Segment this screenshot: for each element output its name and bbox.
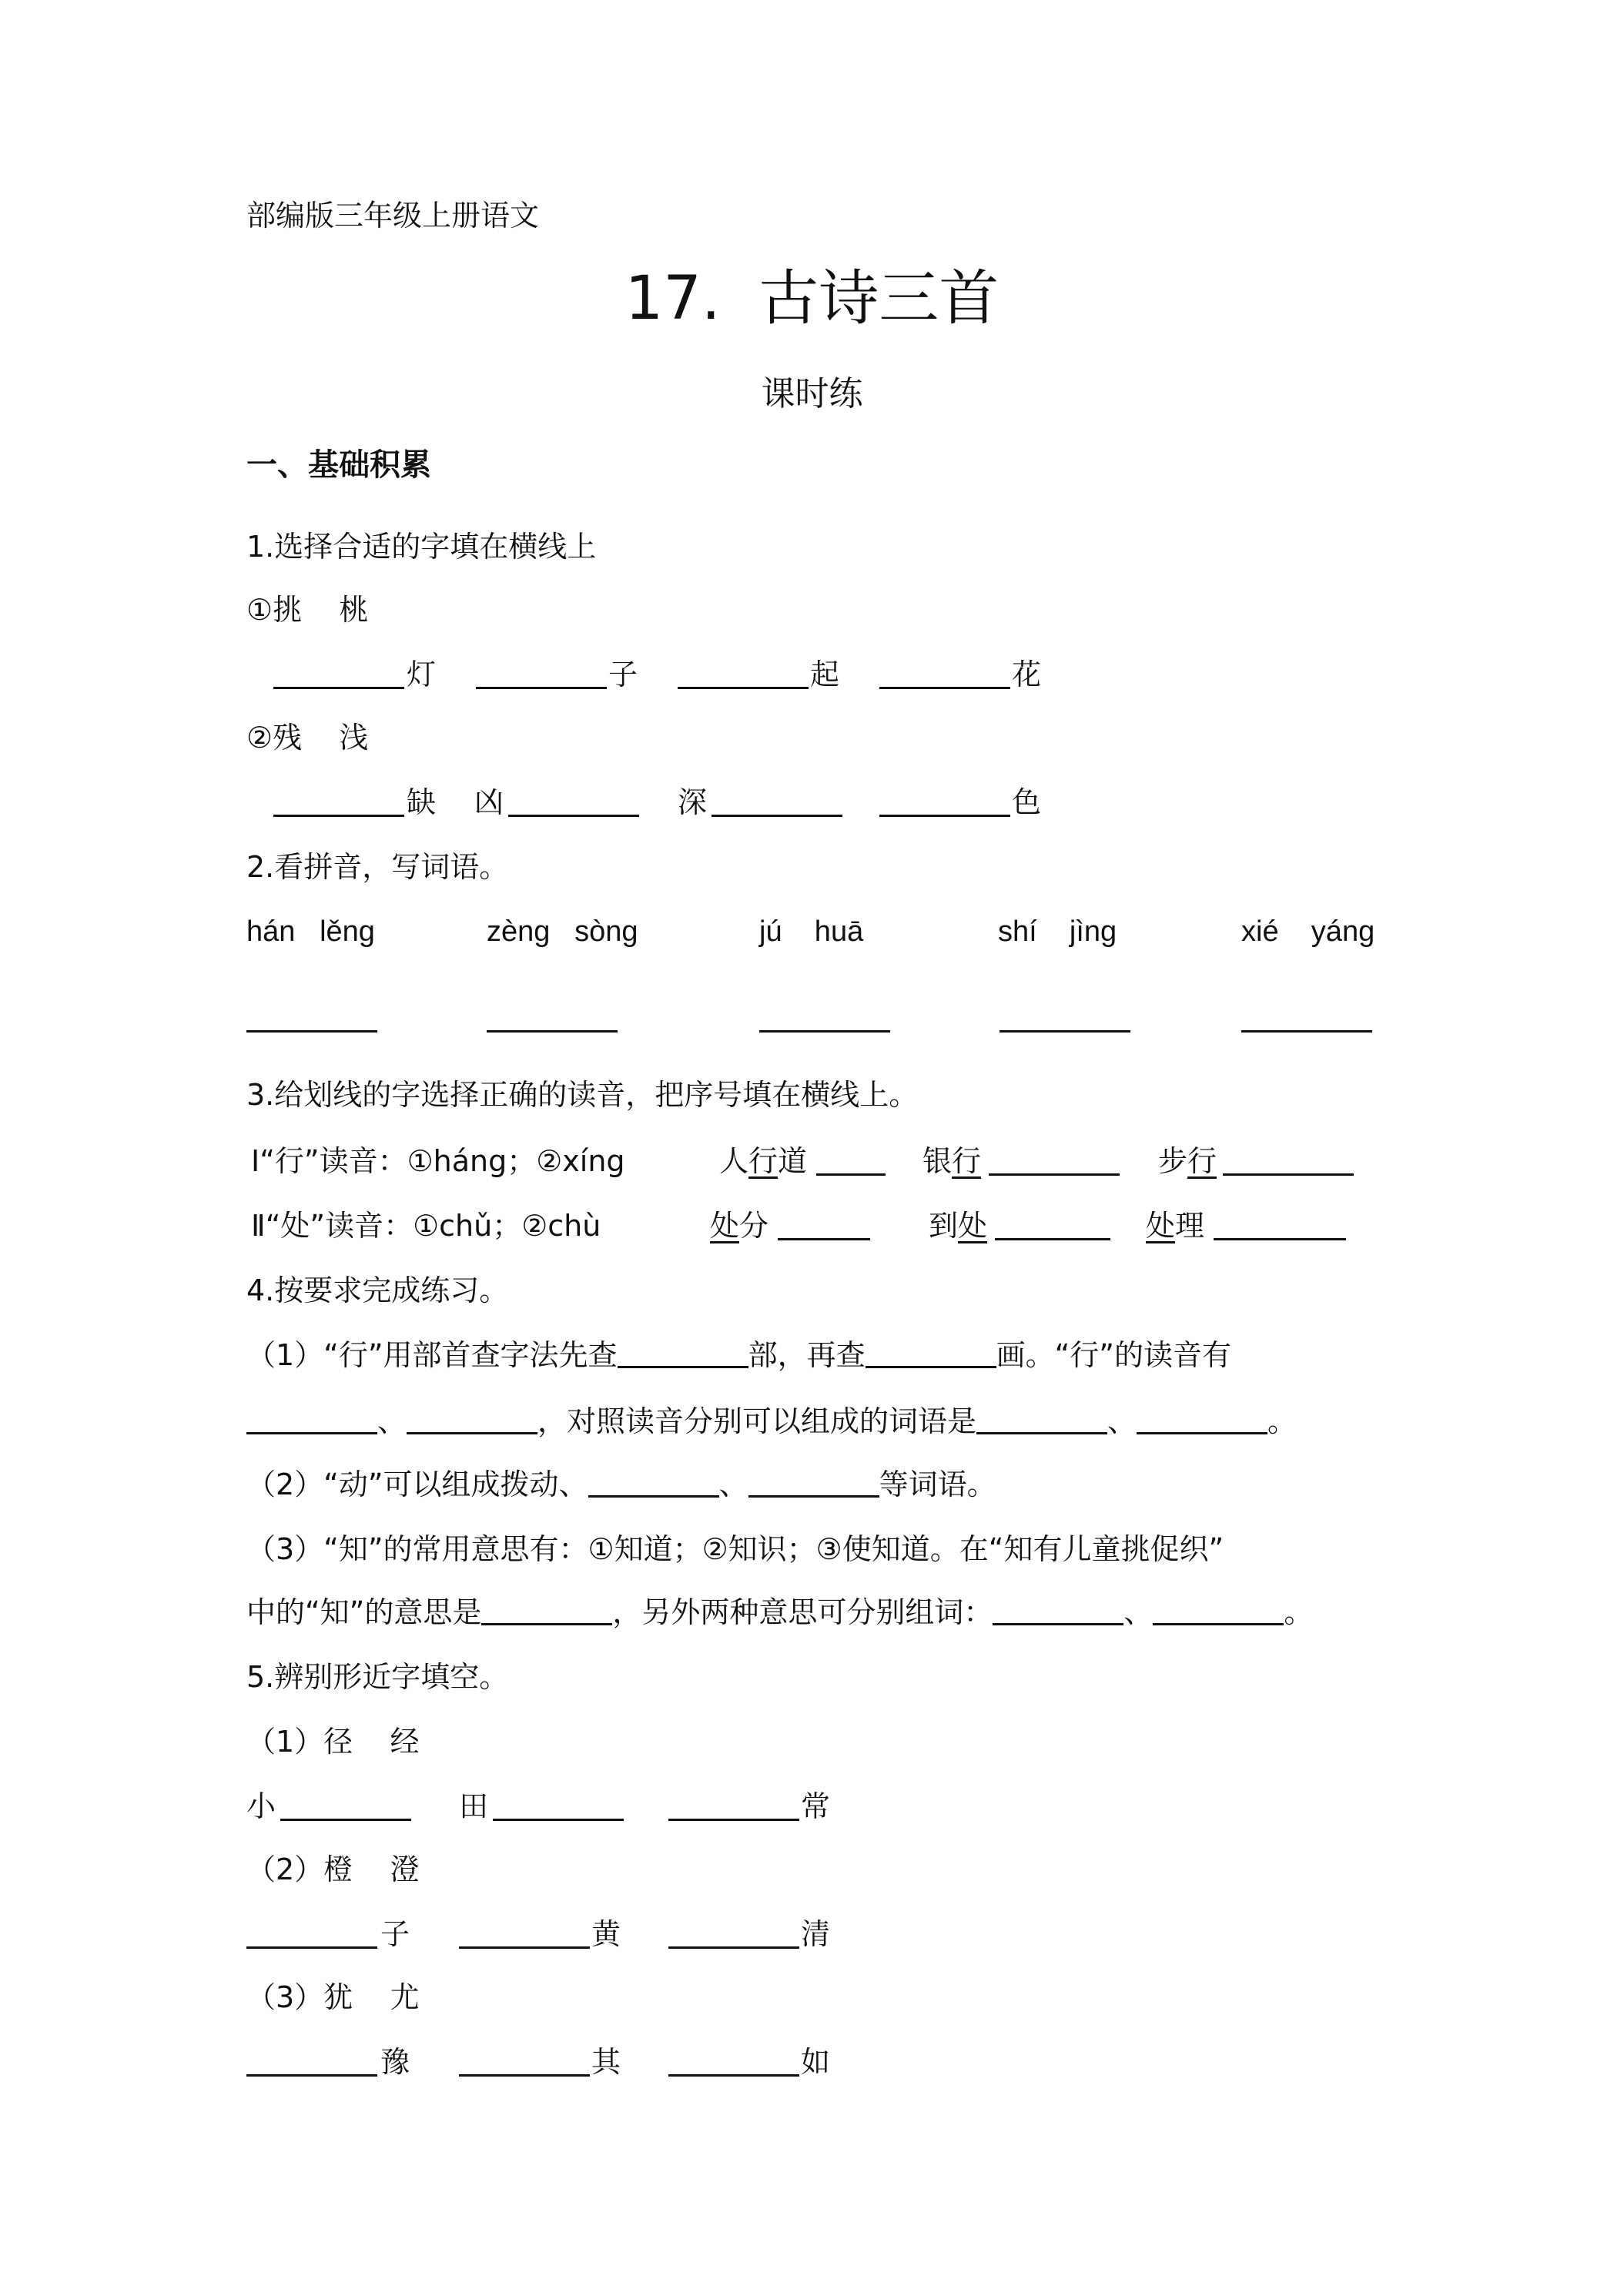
- pinyin: zèng sòng: [487, 915, 638, 948]
- q5-item: 黄: [591, 1917, 621, 1951]
- q4-sub1-cont: 、 ，对照读音分别可以组成的词语是 、 。: [246, 1401, 1297, 1441]
- answer-blank[interactable]: [407, 1401, 537, 1434]
- q5-item: 清: [801, 1917, 831, 1951]
- q1-item: 花: [1012, 658, 1042, 691]
- q5-pair2: （2）橙 澄: [246, 1853, 420, 1886]
- q5-item: 如: [801, 2045, 831, 2079]
- answer-blank[interactable]: [246, 999, 377, 1033]
- q1-item: 起: [810, 658, 840, 691]
- pinyin: hán lěng: [246, 915, 375, 948]
- q3-row2-label: Ⅱ“处”读音：①chǔ；②chù: [251, 1209, 601, 1243]
- q4-sub1: （1）“行”用部首查字法先查 部，再查 画。“行”的读音有: [246, 1335, 1231, 1375]
- q1-item: 凶: [474, 785, 504, 819]
- q5-item: 小: [246, 1789, 276, 1823]
- answer-blank[interactable]: [481, 1592, 612, 1625]
- answer-blank[interactable]: [976, 1401, 1107, 1434]
- answer-blank[interactable]: [459, 1916, 590, 1949]
- q1-prompt: 1.选择合适的字填在横线上: [246, 530, 597, 564]
- answer-blank[interactable]: [1241, 999, 1372, 1033]
- answer-blank[interactable]: [280, 1788, 411, 1821]
- answer-blank[interactable]: [459, 2043, 590, 2077]
- page-subtitle: 课时练: [761, 374, 863, 413]
- answer-blank[interactable]: [246, 1916, 377, 1949]
- answer-blank[interactable]: [668, 1916, 799, 1949]
- section-heading: 一、基础积累: [246, 447, 431, 483]
- q1-group2-chars: ②残 浅: [246, 721, 369, 755]
- q3-word: 步行: [1158, 1144, 1217, 1178]
- q1-group1-chars: ①挑 桃: [246, 593, 369, 627]
- q3-word: 处分: [710, 1209, 769, 1243]
- q1-item: 色: [1012, 785, 1042, 819]
- q1-item: 缺: [407, 785, 437, 819]
- answer-blank[interactable]: [246, 1401, 377, 1434]
- answer-blank[interactable]: [1153, 1592, 1284, 1625]
- answer-blank[interactable]: [712, 784, 842, 817]
- q5-item: 豫: [380, 2045, 410, 2079]
- q1-item: 深: [678, 785, 708, 819]
- answer-blank[interactable]: [866, 1335, 996, 1368]
- q1-item: 子: [608, 658, 638, 691]
- answer-blank[interactable]: [995, 1207, 1110, 1240]
- q3-word: 处理: [1146, 1209, 1205, 1243]
- answer-blank[interactable]: [668, 2043, 799, 2077]
- answer-blank[interactable]: [273, 784, 404, 817]
- answer-blank[interactable]: [748, 1464, 879, 1498]
- q4-prompt: 4.按要求完成练习。: [246, 1274, 509, 1307]
- q5-item: 子: [380, 1917, 410, 1951]
- q2-prompt: 2.看拼音，写词语。: [246, 850, 509, 884]
- answer-blank[interactable]: [476, 656, 607, 689]
- answer-blank[interactable]: [668, 1788, 799, 1821]
- q5-pair3: （3）犹 尤: [246, 1980, 420, 2014]
- answer-blank[interactable]: [778, 1207, 870, 1240]
- answer-blank[interactable]: [678, 656, 809, 689]
- document-header: 部编版三年级上册语文: [246, 199, 540, 233]
- q5-item: 田: [459, 1789, 489, 1823]
- answer-blank[interactable]: [1000, 999, 1130, 1033]
- answer-blank[interactable]: [246, 2043, 377, 2077]
- pinyin: shí jìng: [998, 915, 1117, 948]
- q1-item: 灯: [407, 658, 437, 691]
- q3-word: 人行道: [719, 1144, 808, 1178]
- pinyin: jú huā: [759, 915, 864, 948]
- answer-blank[interactable]: [588, 1464, 719, 1498]
- answer-blank[interactable]: [508, 784, 639, 817]
- page-title: 17. 古诗三首: [624, 264, 1000, 333]
- answer-blank[interactable]: [1223, 1143, 1354, 1176]
- answer-blank[interactable]: [1214, 1207, 1346, 1240]
- pinyin: xié yáng: [1241, 915, 1375, 948]
- q4-sub3-cont: 中的“知”的意思是 ，另外两种意思可分别组词： 、 。: [246, 1592, 1313, 1632]
- answer-blank[interactable]: [993, 1592, 1123, 1625]
- q4-sub2: （2）“动”可以组成拨动、 、 等词语。: [246, 1464, 996, 1504]
- q3-word: 银行: [922, 1144, 982, 1178]
- q5-item: 其: [591, 2045, 621, 2079]
- answer-blank[interactable]: [759, 999, 890, 1033]
- answer-blank[interactable]: [989, 1143, 1120, 1176]
- answer-blank[interactable]: [487, 999, 618, 1033]
- answer-blank[interactable]: [879, 784, 1010, 817]
- q5-item: 常: [801, 1789, 831, 1823]
- q4-sub3: （3）“知”的常用意思有：①知道；②知识；③使知道。在“知有儿童挑促织”: [246, 1532, 1224, 1566]
- answer-blank[interactable]: [816, 1143, 886, 1176]
- answer-blank[interactable]: [493, 1788, 624, 1821]
- q3-row1-label: Ⅰ“行”读音：①háng；②xíng: [251, 1144, 625, 1178]
- q5-pair1: （1）径 经: [246, 1725, 420, 1759]
- q5-prompt: 5.辨别形近字填空。: [246, 1660, 509, 1694]
- answer-blank[interactable]: [618, 1335, 748, 1368]
- answer-blank[interactable]: [273, 656, 404, 689]
- q3-prompt: 3.给划线的字选择正确的读音，把序号填在横线上。: [246, 1078, 919, 1112]
- answer-blank[interactable]: [879, 656, 1010, 689]
- q3-word: 到处: [929, 1209, 988, 1243]
- answer-blank[interactable]: [1137, 1401, 1267, 1434]
